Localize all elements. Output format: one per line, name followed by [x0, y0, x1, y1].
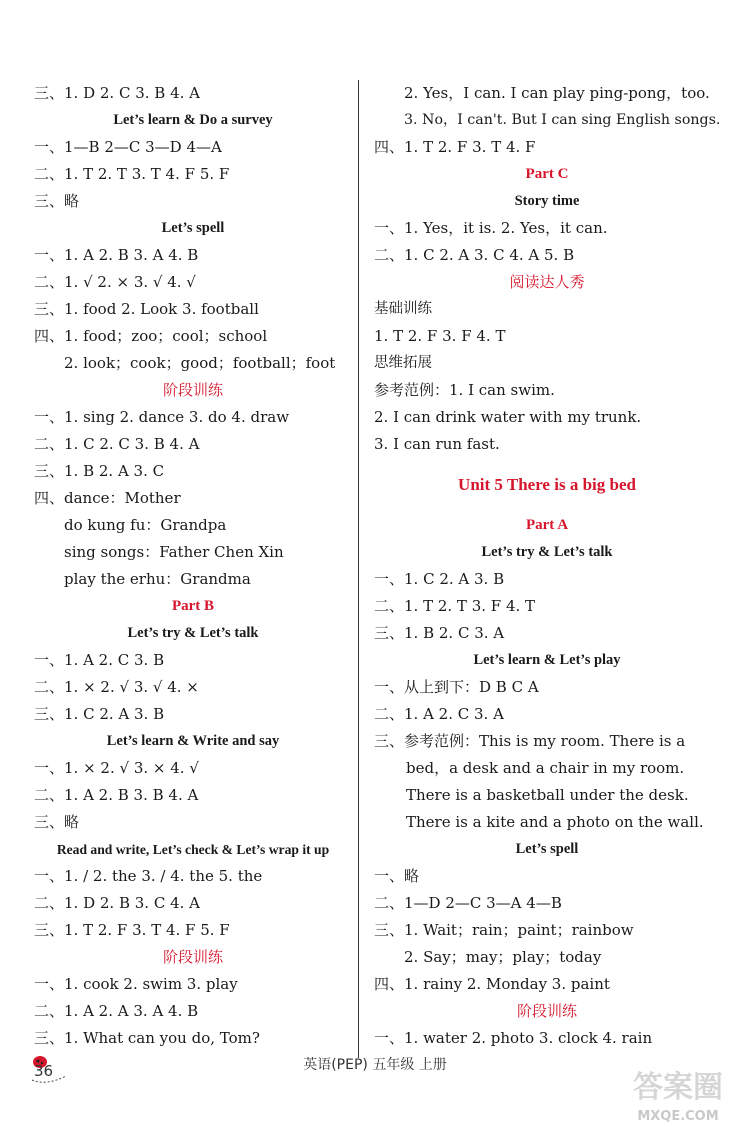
answer-line: 一、1. water 2. photo 3. clock 4. rain: [374, 1029, 653, 1047]
answer-line: 1. T 2. F 3. F 4. T: [374, 327, 506, 345]
answer-line: 四、1. rainy 2. Monday 3. paint: [374, 975, 610, 993]
answer-line: 三、1. B 2. C 3. A: [374, 624, 505, 642]
answer-line: 三、1. What can you do, Tom?: [34, 1029, 260, 1047]
answer-line: 3. I can run fast.: [374, 435, 500, 453]
section-heading: Let’s learn & Write and say: [106, 733, 280, 749]
answer-line: 二、1. T 2. T 3. T 4. F 5. F: [34, 165, 230, 183]
answer-line: 一、从上到下：D B C A: [374, 678, 539, 696]
right-column: [374, 80, 720, 1052]
sub-heading: 基础训练: [374, 301, 432, 317]
part-heading: Part C: [525, 166, 569, 182]
answer-line: play the erhu：Grandma: [64, 570, 251, 588]
section-heading: Let’s try & Let’s talk: [481, 544, 613, 560]
section-heading: Let’s try & Let’s talk: [127, 625, 259, 641]
book-title: 英语(PEP) 五年级 上册: [303, 1057, 447, 1073]
part-heading: Part B: [171, 598, 215, 614]
answer-line: 二、1—D 2—C 3—A 4—B: [374, 894, 562, 912]
stage-training-heading: 阶段训练: [162, 381, 223, 399]
section-heading: Let’s learn & Do a survey: [113, 112, 273, 128]
left-column: [34, 80, 352, 1052]
watermark-logo: 答案圈: [633, 1070, 723, 1105]
answer-line: 2. look；cook；good；football；foot: [64, 354, 336, 372]
answer-line: 四、dance：Mother: [34, 489, 181, 507]
answer-line: 2. Yes，I can. I can play ping-pong，too.: [404, 84, 710, 102]
sub-heading: 思维拓展: [374, 355, 432, 371]
answer-line: 3. No，I can't. But I can sing English songs.: [404, 112, 721, 128]
answer-line: 一、1. A 2. C 3. B: [34, 651, 165, 669]
section-heading: Let’s learn & Let’s play: [473, 652, 621, 668]
stage-training-heading: 阶段训练: [516, 1002, 577, 1020]
answer-line: 一、1. / 2. the 3. / 4. the 5. the: [34, 867, 263, 885]
section-heading: Story time: [514, 193, 580, 209]
answer-line: 三、1. T 2. F 3. T 4. F 5. F: [34, 921, 230, 939]
answer-line: 三、1. D 2. C 3. B 4. A: [34, 84, 200, 102]
section-heading: Let’s spell: [515, 841, 579, 857]
answer-line: 一、1. sing 2. dance 3. do 4. draw: [34, 408, 290, 426]
answer-line: 二、1. √ 2. × 3. √ 4. √: [34, 273, 196, 291]
answer-line: bed，a desk and a chair in my room.: [406, 759, 685, 777]
answer-line: 三、略: [34, 813, 80, 831]
answer-line: 三、1. B 2. A 3. C: [34, 462, 165, 480]
answer-line: There is a basketball under the desk.: [406, 786, 689, 804]
answer-line: 三、1. food 2. Look 3. football: [34, 300, 259, 318]
answer-line: 三、1. C 2. A 3. B: [34, 705, 165, 723]
answer-line: 2. I can drink water with my trunk.: [374, 408, 642, 426]
answer-line: 三、1. Wait；rain；paint；rainbow: [374, 921, 634, 939]
answer-line: 四、1. food；zoo；cool；school: [34, 327, 268, 345]
answer-line: 一、1—B 2—C 3—D 4—A: [34, 138, 222, 156]
page-number: 36: [34, 1062, 54, 1080]
part-heading: Part A: [525, 517, 569, 533]
answer-line: 2. Say；may；play；today: [404, 948, 602, 966]
answer-line: 三、参考范例：This is my room. There is a: [374, 732, 686, 750]
unit-title: Unit 5 There is a big bed: [458, 475, 636, 494]
section-heading: Read and write, Let’s check & Let’s wrap it up: [56, 842, 330, 857]
reading-star-heading: 阅读达人秀: [509, 273, 585, 291]
answer-line: 二、1. C 2. C 3. B 4. A: [34, 435, 200, 453]
answer-line: 四、1. T 2. F 3. T 4. F: [374, 138, 536, 156]
answer-line: 二、1. A 2. A 3. A 4. B: [34, 1002, 199, 1020]
section-heading: Let’s spell: [161, 220, 225, 236]
answer-line: 二、1. C 2. A 3. C 4. A 5. B: [374, 246, 575, 264]
answer-line: 一、1. × 2. √ 3. × 4. √: [34, 759, 199, 777]
answer-line: 一、略: [374, 867, 420, 885]
answer-line: 一、1. Yes，it is. 2. Yes，it can.: [374, 219, 608, 237]
answer-line: 参考范例：1. I can swim.: [374, 381, 555, 399]
column-divider: [358, 80, 359, 1058]
answer-line: 三、略: [34, 192, 80, 210]
answer-line: sing songs：Father Chen Xin: [64, 543, 284, 561]
stage-training-heading: 阶段训练: [162, 948, 223, 966]
answer-line: 二、1. T 2. T 3. F 4. T: [374, 597, 536, 615]
answer-line: do kung fu：Grandpa: [64, 516, 227, 534]
watermark-site: MXQE.COM: [637, 1109, 719, 1124]
answer-line: 二、1. A 2. C 3. A: [374, 705, 504, 723]
answer-line: 一、1. C 2. A 3. B: [374, 570, 505, 588]
answer-line: 二、1. D 2. B 3. C 4. A: [34, 894, 200, 912]
answer-line: 一、1. cook 2. swim 3. play: [34, 975, 238, 993]
answer-line: 二、1. A 2. B 3. B 4. A: [34, 786, 199, 804]
answer-line: 二、1. × 2. √ 3. √ 4. ×: [34, 678, 199, 696]
answer-line: 一、1. A 2. B 3. A 4. B: [34, 246, 199, 264]
answer-line: There is a kite and a photo on the wall.: [406, 813, 704, 831]
watermark: [612, 1062, 744, 1124]
